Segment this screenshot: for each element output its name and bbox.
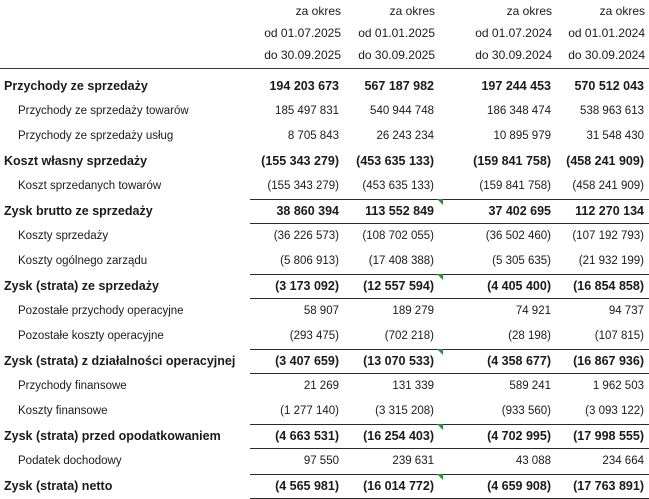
comment-marker-icon: [437, 424, 443, 430]
table-row: [0, 199, 649, 224]
row-value: 189 279: [392, 305, 434, 317]
row-value: (159 841 758): [473, 154, 551, 168]
table-row: [0, 174, 649, 199]
row-value: 94 737: [608, 305, 644, 317]
row-value: (16 867 936): [573, 354, 644, 368]
row-value: 10 895 979: [493, 130, 551, 142]
row-value: 538 963 613: [580, 105, 644, 117]
row-value: (293 475): [289, 330, 339, 342]
row-value: 38 860 394: [276, 204, 339, 218]
period-header-col-2: [358, 0, 435, 66]
row-value: (16 254 403): [363, 429, 434, 443]
row-label: Przychody ze sprzedaży: [4, 79, 148, 93]
table-row: [0, 374, 649, 399]
period-label: za okres: [295, 4, 341, 18]
period-label: za okres: [599, 4, 645, 18]
row-value: 43 088: [515, 455, 551, 467]
row-label: Zysk brutto ze sprzedaży: [4, 204, 153, 218]
period-from: od 01.01.2025: [358, 26, 435, 40]
table-row: [0, 449, 649, 474]
row-label: Koszty finansowe: [18, 405, 108, 417]
comment-marker-icon: [437, 474, 443, 480]
table-row: [0, 424, 649, 449]
row-value: (4 405 400): [487, 279, 551, 293]
row-value: 186 348 474: [487, 105, 551, 117]
period-from: od 01.07.2024: [475, 26, 552, 40]
period-header-col-3: [475, 0, 552, 66]
row-value: (458 241 909): [572, 180, 644, 192]
header-divider: [0, 68, 649, 69]
row-value: (4 659 908): [487, 479, 551, 493]
row-value: (458 241 909): [566, 154, 644, 168]
row-value: 194 203 673: [269, 79, 339, 93]
row-value: (3 315 208): [375, 405, 434, 417]
period-header: [0, 0, 649, 68]
table-row: [0, 474, 649, 499]
row-label: Koszty ogólnego zarządu: [18, 255, 148, 267]
row-label: Zysk (strata) przed opodatkowaniem: [4, 429, 221, 443]
row-label: Przychody ze sprzedaży towarów: [18, 105, 189, 117]
row-value: (17 998 555): [573, 429, 644, 443]
row-value: 26 243 234: [376, 130, 434, 142]
row-value: (453 635 133): [362, 180, 434, 192]
row-value: 197 244 453: [481, 79, 551, 93]
row-value: (4 358 677): [487, 354, 551, 368]
row-value: 239 631: [392, 455, 434, 467]
table-row: [0, 299, 649, 324]
row-value: (5 806 913): [280, 255, 339, 267]
row-value: 113 552 849: [365, 204, 434, 218]
table-row: [0, 99, 649, 124]
row-value: 37 402 695: [488, 204, 551, 218]
row-value: (16 014 772): [363, 479, 434, 493]
row-value: 234 664: [602, 455, 644, 467]
table-row: [0, 274, 649, 299]
row-label: Pozostałe koszty operacyjne: [18, 330, 164, 342]
table-row: [0, 349, 649, 374]
row-value: (3 407 659): [275, 354, 339, 368]
period-to: do 30.09.2025: [264, 48, 341, 62]
row-value: (107 192 793): [572, 230, 644, 242]
row-value: (702 218): [384, 330, 434, 342]
row-value: 567 187 982: [364, 79, 434, 93]
row-value: (17 408 388): [368, 255, 434, 267]
period-header-col-4: [568, 0, 645, 66]
row-value: (1 277 140): [280, 405, 339, 417]
period-from: od 01.07.2025: [264, 26, 341, 40]
table-row: [0, 324, 649, 349]
period-label: za okres: [506, 4, 552, 18]
row-value: 131 339: [392, 380, 434, 392]
table-row: [0, 149, 649, 174]
row-value: (28 198): [508, 330, 551, 342]
period-to: do 30.09.2024: [568, 48, 645, 62]
row-value: (16 854 858): [573, 279, 644, 293]
row-value: 74 921: [515, 305, 551, 317]
period-to: do 30.09.2024: [475, 48, 552, 62]
row-value: (933 560): [501, 405, 551, 417]
row-value: 1 962 503: [592, 380, 644, 392]
row-value: (4 663 531): [275, 429, 339, 443]
row-label: Przychody ze sprzedaży usług: [18, 130, 174, 142]
row-label: Zysk (strata) netto: [4, 479, 113, 493]
table-row: [0, 74, 649, 99]
row-value: 97 550: [303, 455, 339, 467]
row-value: (159 841 758): [479, 180, 551, 192]
period-label: za okres: [389, 4, 435, 18]
row-value: (36 226 573): [273, 230, 339, 242]
period-from: od 01.01.2024: [568, 26, 645, 40]
row-label: Podatek dochodowy: [18, 455, 122, 467]
row-value: 185 497 831: [275, 105, 339, 117]
row-value: (155 343 279): [261, 154, 339, 168]
statement-table: [0, 74, 649, 499]
row-label: Koszty sprzedaży: [18, 230, 109, 242]
row-value: (453 635 133): [356, 154, 434, 168]
row-value: (13 070 533): [363, 354, 434, 368]
row-value: 112 270 134: [575, 204, 644, 218]
row-value: (107 815): [594, 330, 644, 342]
row-value: (21 932 199): [578, 255, 644, 267]
period-header-col-1: [264, 0, 341, 66]
row-label: Koszt sprzedanych towarów: [18, 180, 162, 192]
period-to: do 30.09.2025: [358, 48, 435, 62]
row-value: 31 548 430: [586, 130, 644, 142]
row-value: (155 343 279): [267, 180, 339, 192]
row-value: 21 269: [303, 380, 339, 392]
row-value: 8 705 843: [287, 130, 339, 142]
row-value: (4 565 981): [275, 479, 339, 493]
row-value: (12 557 594): [363, 279, 434, 293]
row-label: Zysk (strata) ze sprzedaży: [4, 279, 159, 293]
row-value: (17 763 891): [573, 479, 644, 493]
table-row: [0, 249, 649, 274]
comment-marker-icon: [437, 349, 443, 355]
row-value: (3 093 122): [585, 405, 644, 417]
table-row: [0, 399, 649, 424]
table-row: [0, 124, 649, 149]
table-row: [0, 224, 649, 249]
row-value: 58 907: [303, 305, 339, 317]
row-value: (5 305 635): [492, 255, 551, 267]
comment-marker-icon: [437, 274, 443, 280]
row-value: 540 944 748: [370, 105, 434, 117]
row-value: (3 173 092): [275, 279, 339, 293]
row-label: Przychody finansowe: [18, 380, 127, 392]
row-value: (36 502 460): [485, 230, 551, 242]
row-label: Pozostałe przychody operacyjne: [18, 305, 184, 317]
row-value: (4 702 995): [487, 429, 551, 443]
comment-marker-icon: [437, 199, 443, 205]
row-value: 570 512 043: [574, 79, 644, 93]
row-value: (108 702 055): [362, 230, 434, 242]
row-value: 589 241: [509, 380, 551, 392]
row-label: Zysk (strata) z działalności operacyjnej: [4, 354, 236, 368]
row-label: Koszt własny sprzedaży: [4, 154, 148, 168]
